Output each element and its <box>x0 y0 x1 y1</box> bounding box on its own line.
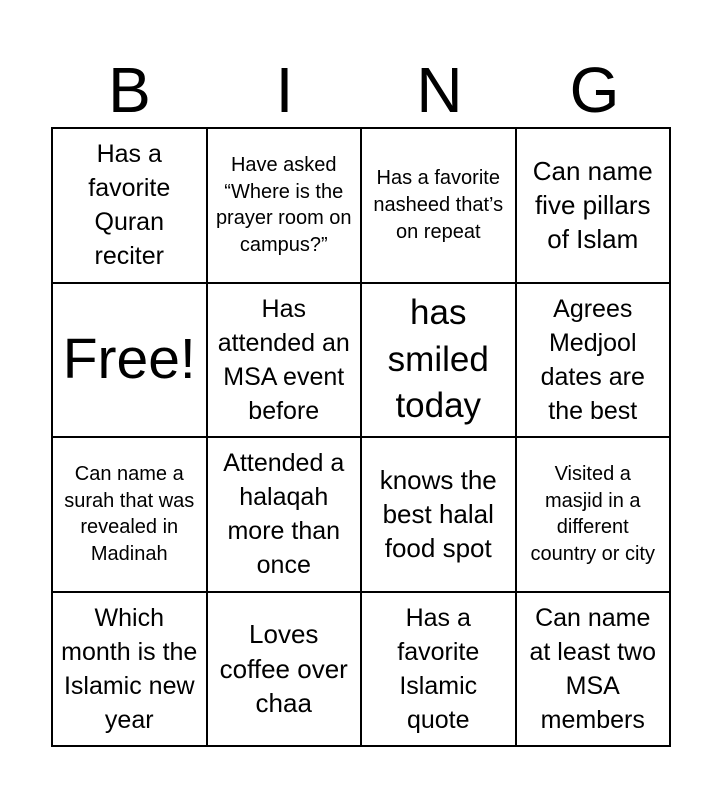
bingo-cell-r1c1[interactable] <box>53 129 208 284</box>
free-space-text: Free! <box>62 327 196 392</box>
header-letter-n: N <box>416 54 463 126</box>
bingo-cell-r4c1[interactable] <box>53 593 208 748</box>
cell-text: Can name at least two MSA members <box>529 603 656 734</box>
bingo-cell-r1c4[interactable] <box>517 129 672 284</box>
cell-text: Has attended an MSA event before <box>217 294 350 425</box>
bingo-cell-r3c3[interactable] <box>362 438 517 593</box>
cell-text: Have asked “Where is the prayer room on campus?” <box>215 154 352 256</box>
header-letter-i: I <box>275 54 294 126</box>
bingo-cell-r1c2[interactable] <box>208 129 363 284</box>
bingo-cell-r4c2[interactable] <box>208 593 363 748</box>
cell-text: Visited a masjid in a different country or city <box>530 463 655 565</box>
cell-text: knows the best halal food spot <box>379 464 497 564</box>
header-letter-g: G <box>569 54 620 126</box>
bingo-cell-r1c3[interactable] <box>362 129 517 284</box>
bingo-cell-r3c2[interactable] <box>208 438 363 593</box>
bingo-grid <box>51 127 671 747</box>
bingo-header <box>52 52 672 128</box>
bingo-cell-free[interactable] <box>53 284 208 439</box>
bingo-cell-r2c3[interactable] <box>362 284 517 439</box>
cell-text: Loves coffee over chaa <box>219 619 348 718</box>
bingo-cell-r4c3[interactable] <box>362 593 517 748</box>
header-letter-b: B <box>108 54 151 126</box>
cell-text: has smiled today <box>387 293 489 425</box>
cell-text: Has a favorite Islamic quote <box>397 603 480 734</box>
cell-text: Has a favorite nasheed that’s on repeat <box>373 167 504 243</box>
bingo-cell-r4c4[interactable] <box>517 593 672 748</box>
cell-text: Can name five pillars of Islam <box>532 155 653 255</box>
bingo-cell-r3c1[interactable] <box>53 438 208 593</box>
cell-text: Which month is the Islamic new year <box>61 603 198 734</box>
cell-text: Has a favorite Quran reciter <box>88 140 171 271</box>
bingo-cell-r2c2[interactable] <box>208 284 363 439</box>
bingo-cell-r3c4[interactable] <box>517 438 672 593</box>
bingo-cell-r2c4[interactable] <box>517 284 672 439</box>
cell-text: Can name a surah that was revealed in Madinah <box>64 463 195 565</box>
cell-text: Attended a halaqah more than once <box>223 449 345 580</box>
cell-text: Agrees Medjool dates are the best <box>540 294 645 425</box>
